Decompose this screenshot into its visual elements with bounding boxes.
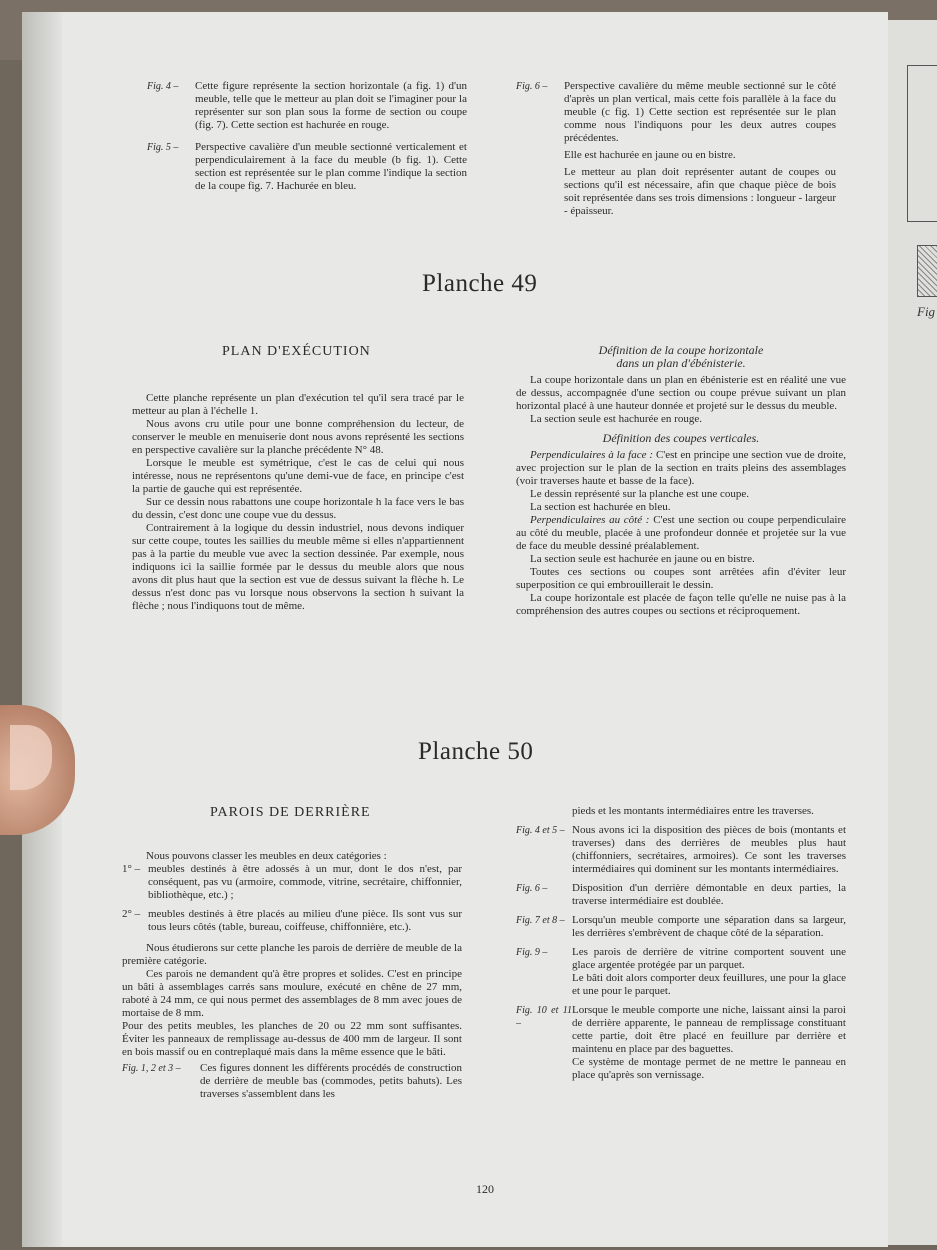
fig-label: Fig. 6 –: [516, 883, 548, 894]
paragraph: La section est hachurée en bleu.: [530, 501, 671, 513]
subheading: Définition de la coupe horizontale: [598, 343, 764, 357]
fig-text: Cette figure représente la section horizontale (a fig. 1) d'un meuble, telle que le metteur au plan doit se l'imaginer pour la représenter sur son plan sous la forme de section ou coupe (fig. 7). Cette section est hachurée en rouge.: [195, 80, 467, 131]
page-stack-edge: [22, 12, 62, 1247]
fig-label: [516, 1056, 572, 1082]
planche-50-left-text: [122, 850, 462, 1101]
paragraph: Lorsque le meuble est symétrique, c'est le cas de celui qui nous intéresse, nous ne représentons qu'une demi-vue de face, en principe c'est la partie de gauche qui est représentée.: [132, 457, 464, 495]
term: Perpendiculaires à la face :: [530, 449, 654, 461]
paragraph: Contrairement à la logique du dessin industriel, nous devons indiquer sur cette coupe, toutes les saillies du meuble même si elles n'appartiennent pas à la partie du meuble vue avec la section dessinée. Par exemple, nous indiquons ici la saillie formée par le dessus du meuble alors que nous avons dit plus haut que la section est vue de dessus suivant la flèche h. Le dessus n'est donc pas vu lorsque nous observons la section h suivant la flèche ; nous l'indiquons tout de même.: [132, 522, 464, 612]
list-text: meubles destinés à être adossés à un mur, dont le dos n'est, par conséquent, pas vu (armoire, commode, vitrine, secrétaire, chiffonnier, bibliothèque, etc.) ;: [148, 863, 462, 901]
fig-label: [516, 972, 572, 998]
drawing-frame: [907, 65, 937, 222]
fig-text: Le bâti doit alors comporter deux feuillures, une pour la glace et une pour le parquet.: [572, 972, 846, 997]
fig-label: Fig. 9 –: [516, 947, 548, 958]
paragraph: Nous pouvons classer les meubles en deux catégories :: [146, 850, 387, 862]
fig-text: Disposition d'un derrière démontable en deux parties, la traverse intermédiaire est doublée.: [572, 882, 846, 907]
paragraph: Ces parois ne demandent qu'à être propres et solides. C'est en principe un bâti à assemblages carrés sans moulure, exécuté en chêne de 27 mm, raboté à 24 mm, ce qui nous permet des assemblages de 8 mm avec joues de mortaise de 8 mm.: [122, 968, 462, 1019]
fig-text: Nous avons ici la disposition des pièces de bois (montants et traverses) dans des derrières de meubles plus haut (chiffonniers, secrétaires, armoires). Ce sont les traverses intermédiaires qui dominent sur les montants intermédiaires.: [572, 824, 846, 875]
page-number: 120: [476, 1182, 494, 1196]
fig-caption: [516, 1056, 846, 1082]
paragraph: Le dessin représenté sur la planche est une coupe.: [530, 488, 749, 500]
paragraph: Pour des petits meubles, les planches de 20 ou 22 mm sont suffisantes. Éviter les panneaux de remplissage au-dessus de 400 mm de largeur. Il sont en bois massif ou en contreplaqué mais dans la même essence que le bâti.: [122, 1020, 462, 1058]
fig-label: Fig. 7 et 8 –: [516, 915, 565, 926]
fig-text: Ces figures donnent les différents procédés de construction de derrière de meuble bas (commodes, petits bahuts). Les traverses s'assemblent dans les: [200, 1062, 462, 1100]
paragraph: La coupe horizontale est placée de façon telle qu'elle ne nuise pas à la compréhension des autres coupes ou sections et réciproquement.: [516, 592, 846, 617]
fig-caption: [516, 882, 846, 908]
paragraph: [516, 514, 846, 553]
paragraph: Cette planche représente un plan d'exécution tel qu'il sera tracé par le metteur au plan à l'échelle 1.: [132, 392, 464, 417]
fig-text: Perspective cavalière du même meuble sectionné sur le côté d'après un plan vertical, mais cette fois parallèle à la face du meuble (c fig. 1) Cette section est représentée sur le plan comme nous l'indiquons pour les deux autres coupes précédentes.: [564, 80, 836, 144]
fig-label: Fig. 10 et 11 –: [516, 1005, 572, 1029]
fig-label: Fig. 5 –: [147, 142, 179, 153]
plan-execution-heading: PLAN D'EXÉCUTION: [222, 344, 371, 359]
list-item: [122, 863, 462, 902]
list-number: 2° –: [122, 908, 141, 920]
paragraph: La coupe horizontale dans un plan en ébénisterie est en réalité une vue de dessus, accompagnée d'une section ou coupe prévue suivant un plan horizontal placé à une hauteur donnée et projeté sur le dessus du meuble.: [516, 374, 846, 412]
paragraph: La section seule est hachurée en rouge.: [530, 413, 702, 425]
fig-6-caption: [516, 80, 836, 145]
fig-caption: [516, 1004, 846, 1056]
fig-label: Fig. 4 –: [147, 81, 179, 92]
planche-50-title: Planche 50: [418, 738, 534, 765]
fig-text: Lorsque le meuble comporte une niche, laissant ainsi la paroi de derrière apparente, le panneau de remplissage constituant cette partie, doit être placé en feuillure par derrière et maintenu en place par des baguettes.: [572, 1004, 846, 1055]
planche-49-left-text: [132, 392, 464, 613]
paragraph: Nous avons cru utile pour une bonne compréhension du lecteur, de conserver le meuble en menuiserie dont nous avons représenté les sections en perspective cavalière sur la planche précédente N° 48.: [132, 418, 464, 456]
hatched-drawing: [917, 245, 937, 297]
planche-49-title: Planche 49: [422, 270, 538, 297]
term: Perpendiculaires au côté :: [530, 514, 650, 526]
parois-heading: PAROIS DE DERRIÈRE: [210, 805, 371, 820]
fig-5-caption: [147, 141, 467, 193]
fig-1-2-3-caption: [122, 1062, 462, 1101]
fig-label: Fig. 4 et 5 –: [516, 825, 565, 836]
planche-50-right-text: [516, 805, 846, 1082]
paragraph: [516, 449, 846, 488]
list-text: meubles destinés à être placés au milieu d'une pièce. Ils sont vus sur tous leurs côtés (table, bureau, coiffeuse, chiffonnière, etc.).: [148, 908, 462, 933]
fig-caption: [516, 972, 846, 998]
subheading: Définition des coupes verticales.: [602, 431, 760, 445]
fig-caption: [516, 824, 846, 876]
fig-4-caption: [147, 80, 467, 132]
paragraph: pieds et les montants intermédiaires entre les traverses.: [572, 805, 814, 817]
top-right-figs: [516, 80, 836, 218]
next-page-fig-label: Fig: [917, 304, 936, 319]
top-left-figs: [147, 80, 467, 193]
paragraph: La section seule est hachurée en jaune ou en bistre.: [530, 553, 755, 565]
fig-text: Les parois de derrière de vitrine comportent souvent une glace argentée protégée par un parquet.: [572, 946, 846, 971]
book-page: [22, 12, 888, 1247]
paragraph: Nous étudierons sur cette planche les parois de derrière de meuble de la première catégorie.: [122, 942, 462, 967]
fig-caption: [516, 946, 846, 972]
list-number: 1° –: [122, 863, 141, 875]
fig-caption: [516, 914, 846, 940]
fig-text: Perspective cavalière d'un meuble sectionné verticalement et perpendiculairement à la face du meuble (b fig. 1). Cette section est représentée sur le plan comme l'indique la section de la coupe fig. 7. Hachurée en bleu.: [195, 141, 467, 192]
fig-text: Ce système de montage permet de ne mettre le panneau en place qu'après son vernissage.: [572, 1056, 846, 1081]
paragraph: Sur ce dessin nous rabattons une coupe horizontale h la face vers le bas du dessin, c'est donc une coupe vue du dessus.: [132, 496, 464, 521]
next-page-edge: [880, 20, 937, 1245]
fig-text: Lorsqu'un meuble comporte une séparation dans sa largeur, les derrières s'embrèvent de chaque côté de la séparation.: [572, 914, 846, 939]
list-item: [122, 908, 462, 934]
fig-label: Fig. 6 –: [516, 81, 548, 92]
subheading: dans un plan d'ébénisterie.: [616, 356, 746, 370]
term-text: C'est une section ou coupe perpendiculaire au côté du meuble, placée à une profondeur donnée et projetée sur la vue de face du meuble dessiné préalablement.: [516, 514, 847, 552]
term-text: C'est en principe une section vue de droite, avec projection sur le plan de la section en traits pleins des assemblages (voir traverses haute et basse de la face).: [516, 449, 846, 487]
fig-label: Fig. 1, 2 et 3 –: [122, 1063, 181, 1074]
paragraph: Toutes ces sections ou coupes sont arrêtées afin d'éviter leur superposition ce qui embrouillerait le dessin.: [516, 566, 846, 591]
paragraph: Le metteur au plan doit représenter autant de coupes ou sections qu'il est nécessaire, afin que chaque pièce de bois soit représentée dans ses trois dimensions : longueur - largeur - épaisseur.: [564, 166, 836, 217]
paragraph: Elle est hachurée en jaune ou en bistre.: [564, 149, 736, 161]
planche-49-right-text: [516, 344, 846, 618]
